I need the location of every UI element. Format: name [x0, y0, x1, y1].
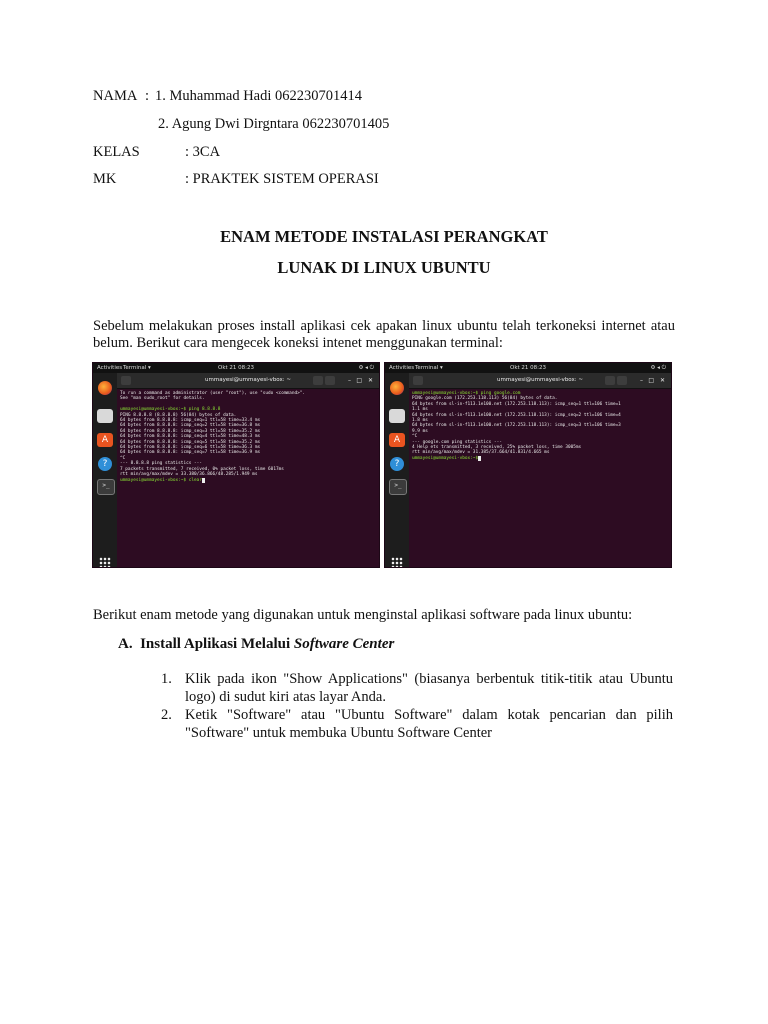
top-bar [93, 363, 379, 373]
terminal-window [409, 373, 671, 567]
steps-list [155, 670, 673, 742]
member-2: 2. Agung Dwi Dirgntara 062230701405 [158, 116, 390, 132]
terminal-line: 64 bytes from sl-in-f113.1e100.net (172.253.118.113): icmp_seq=2 ttl=106 time=4 [412, 412, 621, 418]
terminal-line: 64 bytes from 8.8.8.8: icmp_seq=4 ttl=58 time=48.3 ms [120, 434, 261, 440]
terminal-screenshot-1 [93, 363, 379, 567]
menu-icon [617, 376, 627, 385]
terminal-line: 1.1 ms [412, 407, 428, 413]
step-number: 2. [161, 707, 172, 723]
intro-paragraph: Sebelum melakukan proses install aplikasi cek apakan linux ubuntu telah terkoneksi internet atau belum. Berikut cara mengecek koneksi intenet menggunakan terminal: [93, 318, 675, 351]
files-icon [389, 409, 405, 423]
kelas-label: KELAS [93, 144, 140, 160]
mk-value: : PRAKTEK SISTEM OPERASI [185, 171, 379, 187]
cursor [478, 456, 481, 461]
terminal-line: rtt min/avg/max/mdev = 33.380/36.866/48.285/1.949 ms [120, 472, 258, 478]
document-title-line-1: ENAM METODE INSTALASI PERANGKAT [220, 227, 548, 246]
show-applications-icon [391, 557, 403, 567]
terminal-line: rtt min/avg/max/mdev = 31.385/37.664/41.831/4.665 ms [412, 450, 550, 456]
terminal-icon: >_ [389, 479, 407, 495]
app-menu: Terminal ▾ [415, 365, 443, 371]
terminal-line: --- google.com ping statistics --- [412, 439, 502, 445]
terminal-line: 64 bytes from 8.8.8.8: icmp_seq=1 ttl=58 time=33.4 ms [120, 418, 261, 424]
section-a-label: Install Aplikasi Melalui [140, 636, 291, 652]
terminal-line: 64 bytes from 8.8.8.8: icmp_seq=7 ttl=58 time=36.9 ms [120, 450, 261, 456]
dock [93, 373, 117, 567]
terminal-line: PING google.com (172.253.118.113) 56(84) bytes of data. [412, 396, 558, 402]
terminal-line: ^C [120, 455, 126, 461]
firefox-icon [98, 381, 112, 395]
dock [385, 373, 409, 567]
terminal-line: 64 bytes from 8.8.8.8: icmp_seq=6 ttl=58 time=36.3 ms [120, 445, 261, 451]
terminal-line: ^C [412, 434, 418, 440]
terminal-line: 64 bytes from 8.8.8.8: icmp_seq=5 ttl=58 time=35.2 ms [120, 439, 261, 445]
terminal-header [409, 373, 671, 389]
document-title-line-2: LUNAK DI LINUX UBUNTU [277, 258, 491, 277]
step-number: 1. [161, 671, 172, 687]
minimize-icon: – [348, 377, 351, 384]
member-1: 1. Muhammad Hadi 062230701414 [155, 88, 363, 104]
terminal-title: ummayesi@ummayesi-vbox: ~ [205, 377, 291, 383]
firefox-icon [390, 381, 404, 395]
terminal-line: 1.8 ms [412, 418, 428, 424]
methods-intro: Berikut enam metode yang digunakan untuk menginstal aplikasi software pada linux ubuntu: [93, 607, 633, 623]
clock: Okt 21 08:23 [217, 365, 255, 371]
terminal-line: 64 bytes from 8.8.8.8: icmp_seq=3 ttl=58 time=35.2 ms [120, 428, 261, 434]
terminal-line: 64 bytes from sl-in-f113.1e100.net (172.253.118.113): icmp_seq=1 ttl=106 time=1 [412, 401, 621, 407]
maximize-icon: □ [356, 377, 362, 384]
close-icon: ✕ [367, 377, 373, 384]
step-text: Klik pada ikon "Show Applications" (biasanya berbentuk titik-titik atau Ubuntu logo) di sudut kiri atas layar Anda. [185, 671, 673, 705]
terminal-output [117, 389, 379, 485]
minimize-icon: – [640, 377, 643, 384]
software-store-icon: A [97, 433, 113, 447]
terminal-title: ummayesi@ummayesi-vbox: ~ [497, 377, 583, 383]
menu-icon [325, 376, 335, 385]
activities-label: Activities [97, 365, 123, 371]
app-menu: Terminal ▾ [123, 365, 151, 371]
nama-label: NAMA [93, 88, 138, 104]
terminal-icon: >_ [97, 479, 115, 495]
terminal-line: PING 8.8.8.8 (8.8.8.8) 56(84) bytes of data. [120, 412, 237, 418]
terminal-line: 7 packets transmitted, 7 received, 0% packet loss, time 6017ms [120, 466, 284, 472]
terminal-screenshot-2 [385, 363, 671, 567]
system-tray-icon: ⚙ ◂ ⏻ [650, 365, 666, 371]
terminal-line: ummayesi@ummayesi-vbox:~$ clear [120, 478, 376, 483]
nama-separator: : [145, 88, 150, 104]
section-a-emphasis: Software Center [293, 636, 395, 652]
cursor [202, 478, 205, 483]
close-icon: ✕ [659, 377, 665, 384]
terminal-window [117, 373, 379, 567]
section-a-prefix: A. [118, 636, 133, 652]
mk-label: MK [93, 171, 117, 187]
list-item [155, 670, 673, 706]
help-icon: ? [98, 457, 112, 471]
kelas-value: : 3CA [185, 144, 221, 160]
section-a-heading [118, 636, 394, 653]
terminal-header [117, 373, 379, 389]
terminal-line: --- 8.8.8.8 ping statistics --- [120, 461, 202, 467]
terminal-line: ummayesi@ummayesi-vbox:~$ [412, 456, 668, 461]
terminal-line: 64 bytes from 8.8.8.8: icmp_seq=2 ttl=58 time=36.8 ms [120, 423, 261, 429]
terminal-line: 4 Help ets transmitted, 3 received, 25% packet loss, time 3005ms [412, 445, 582, 451]
terminal-line: 9.9 ms [412, 428, 428, 434]
activities-label: Activities [389, 365, 415, 371]
help-icon: ? [390, 457, 404, 471]
list-item [155, 706, 673, 742]
show-applications-icon [99, 557, 111, 567]
system-tray-icon: ⚙ ◂ ⏻ [358, 365, 374, 371]
top-bar [385, 363, 671, 373]
clock: Okt 21 08:23 [509, 365, 547, 371]
terminal-line: 64 bytes from sl-in-f113.1e100.net (172.253.118.113): icmp_seq=3 ttl=106 time=3 [412, 423, 621, 429]
terminal-line: See "man sudo_root" for details. [120, 396, 205, 402]
files-icon [97, 409, 113, 423]
software-store-icon: A [389, 433, 405, 447]
terminal-line: ummayesi@ummayesi-vbox:~$ ping 8.8.8.8 [120, 407, 221, 413]
maximize-icon: □ [648, 377, 654, 384]
search-icon [313, 376, 323, 385]
terminal-line: ummayesi@ummayesi-vbox:~$ ping google.com [412, 391, 521, 396]
terminal-output [409, 389, 671, 463]
terminal-line: To run a command as administrator (user "root"), use "sudo <command>". [120, 391, 306, 396]
step-text: Ketik "Software" atau "Ubuntu Software" dalam kotak pencarian dan pilih "Software" untuk membuka Ubuntu Software Center [185, 707, 673, 741]
search-icon [605, 376, 615, 385]
